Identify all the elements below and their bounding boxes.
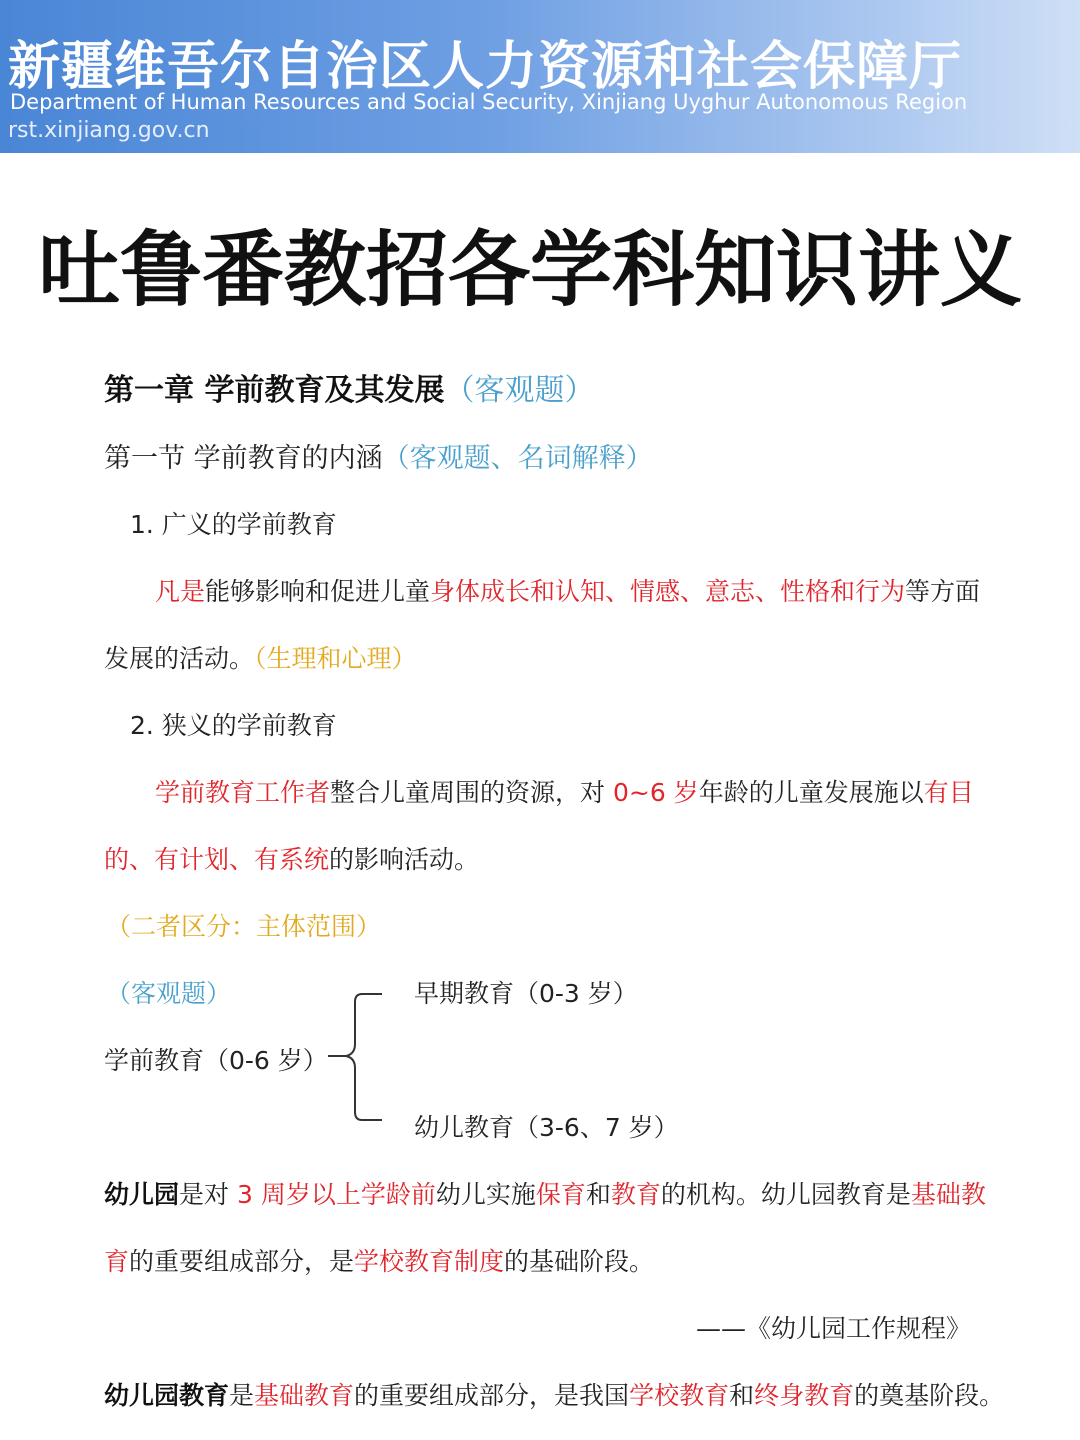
body-text: 的机构。幼儿园教育是: [660, 1180, 911, 1209]
chapter-heading: [104, 365, 594, 409]
item1-para-line1: [155, 572, 980, 608]
diagram-root: 学前教育（0-6 岁）: [104, 1046, 328, 1075]
highlight-text: 3 周岁以上学龄前: [236, 1180, 436, 1209]
main-title: 吐鲁番教招各学科知识讲义: [38, 223, 1023, 318]
highlight-text: 基础教: [910, 1180, 986, 1209]
diagram-branch-bottom: 幼儿教育（3-6、7 岁）: [414, 1113, 679, 1142]
highlight-text: 身体成长和认知、情感、意志、性格和行为: [430, 577, 906, 606]
highlight-text: 学前教育工作者: [155, 778, 331, 807]
section-title: 第一节 学前教育的内涵: [104, 443, 383, 474]
body-text: 整合儿童周围的资源，对: [330, 778, 613, 807]
body-text: 能够影响和促进儿童: [205, 577, 431, 606]
brace-icon: [320, 988, 390, 1128]
highlight-text: 基础教育: [254, 1381, 355, 1410]
citation: ——《幼儿园工作规程》: [696, 1314, 972, 1343]
highlight-text: 保育: [535, 1180, 586, 1209]
highlight-text: 0~6 岁: [612, 778, 699, 807]
body-text: 幼儿实施: [435, 1180, 536, 1209]
highlight-text: 凡是: [155, 577, 206, 606]
distinction-note: （二者区分：主体范围）: [106, 912, 382, 941]
body-text: 是对: [179, 1180, 237, 1209]
body-text: 的影响活动。: [329, 845, 480, 874]
bold-term: 幼儿园: [104, 1180, 180, 1209]
diagram-branch-top: 早期教育（0-3 岁）: [414, 979, 638, 1008]
item2-para-line1: [155, 773, 974, 809]
highlight-text: 学校教育制度: [354, 1247, 505, 1276]
section-heading: [104, 436, 653, 475]
body-text: 的奠基阶段。: [854, 1381, 1005, 1410]
body-text: 和: [729, 1381, 755, 1410]
banner-title: 新疆维吾尔自治区人力资源和社会保障厅: [8, 37, 963, 97]
banner-url[interactable]: rst.xinjiang.gov.cn: [8, 118, 210, 143]
body-text: 的重要组成部分，是: [129, 1247, 355, 1276]
highlight-text: 育: [104, 1247, 130, 1276]
body-text: 等方面: [905, 577, 981, 606]
item2-heading: 2. 狭义的学前教育: [130, 711, 337, 740]
item2-para-line2: [104, 840, 479, 876]
section-tag: （客观题、名词解释）: [382, 443, 653, 474]
kindergarten-para2: [104, 1376, 1004, 1412]
highlight-text: 的、有计划、有系统: [104, 845, 330, 874]
highlight-text: 有目: [923, 778, 974, 807]
highlight-text: 学校教育: [629, 1381, 730, 1410]
kindergarten-para1-line2: [104, 1242, 654, 1278]
item1-para-line2: [104, 639, 417, 675]
body-text: 年龄的儿童发展施以: [698, 778, 924, 807]
site-banner: [0, 0, 1080, 153]
chapter-tag: （客观题）: [444, 373, 595, 408]
chapter-title: 第一章 学前教育及其发展: [104, 373, 445, 408]
body-text: 和: [585, 1180, 611, 1209]
diagram-tag: （客观题）: [106, 979, 232, 1008]
highlight-text: 终身教育: [754, 1381, 855, 1410]
item1-heading: 1. 广义的学前教育: [130, 510, 337, 539]
body-text: 发展的活动。: [104, 644, 255, 673]
kindergarten-para1-line1: [104, 1175, 986, 1211]
bold-term: 幼儿园教育: [104, 1381, 230, 1410]
banner-subtitle-en: Department of Human Resources and Social Security, Xinjiang Uyghur Autonomous Region: [10, 90, 968, 114]
body-text: 的基础阶段。: [504, 1247, 655, 1276]
note-text: （生理和心理）: [254, 644, 417, 673]
body-text: 是: [229, 1381, 255, 1410]
highlight-text: 教育: [610, 1180, 661, 1209]
body-text: 的重要组成部分，是我国: [354, 1381, 630, 1410]
